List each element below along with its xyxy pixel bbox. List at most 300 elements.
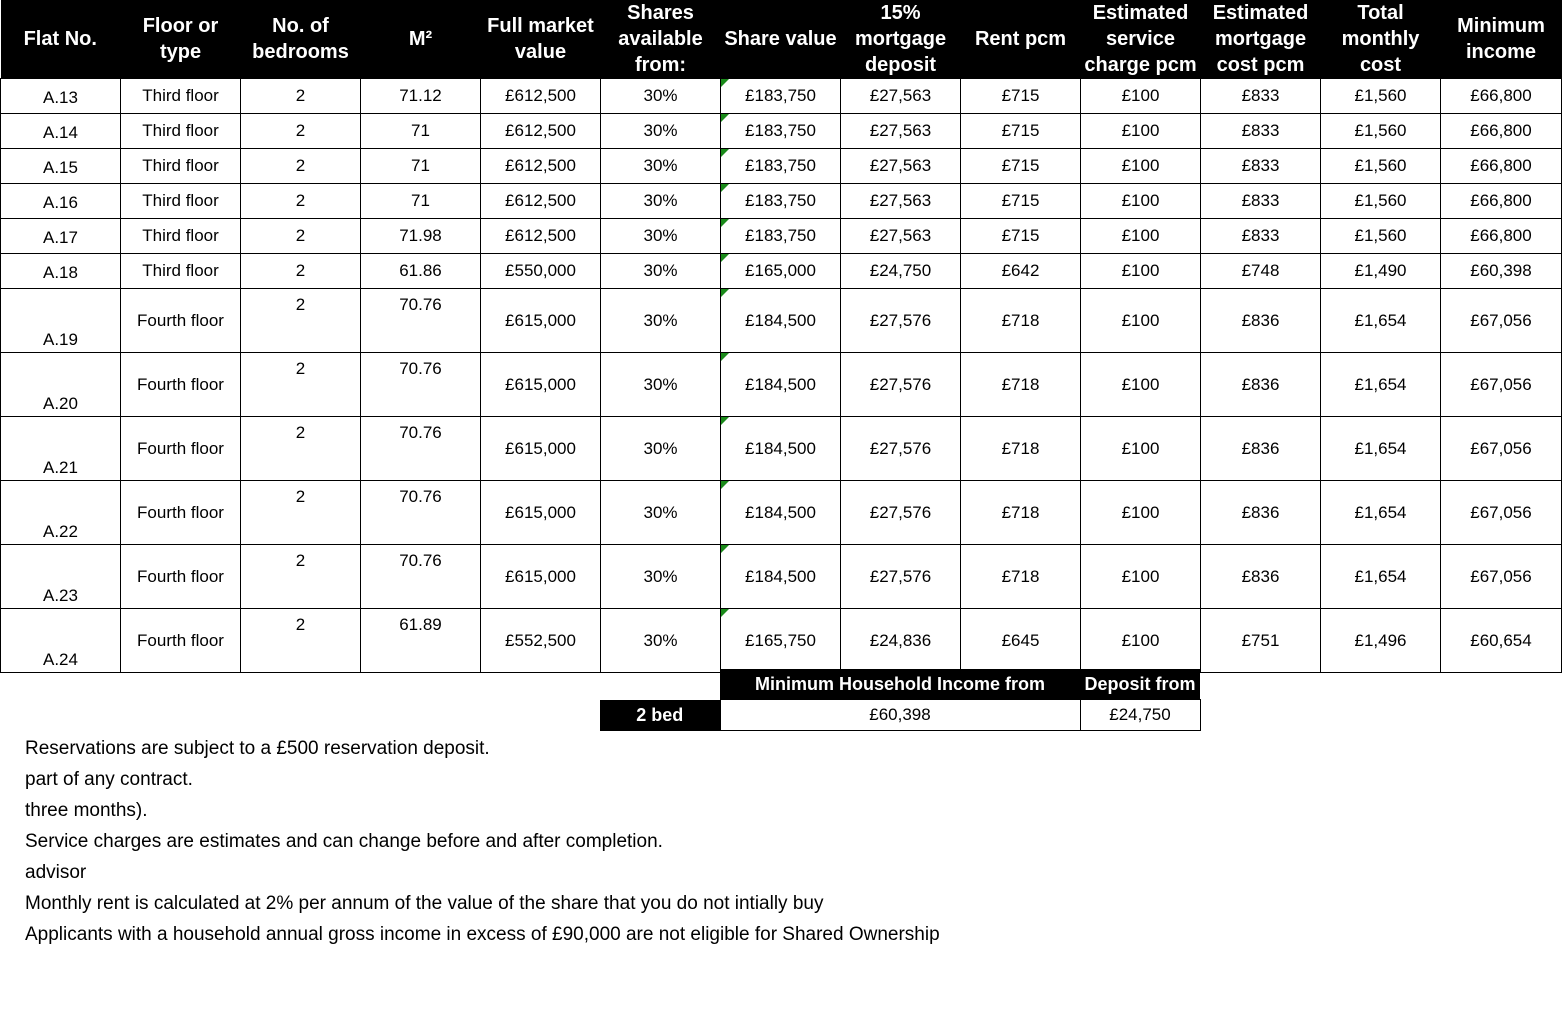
service-charge-cell xyxy=(1081,254,1201,289)
deposit-cell-text: £27,576 xyxy=(869,310,932,330)
bedrooms-cell xyxy=(241,184,361,219)
flat-no-cell-text: A.20 xyxy=(43,394,78,413)
notes-section xyxy=(25,733,940,950)
note-line: part of any contract. xyxy=(25,769,193,790)
flat-no-cell xyxy=(1,219,121,254)
mortgage-cost-cell xyxy=(1201,545,1321,609)
area-cell-text: 61.86 xyxy=(399,261,442,280)
min-income-cell-text: £67,056 xyxy=(1470,566,1532,586)
deposit-cell-text: £27,563 xyxy=(869,86,932,105)
rent-cell xyxy=(961,289,1081,353)
share-value-cell xyxy=(721,149,841,184)
mortgage-cost-cell xyxy=(1201,149,1321,184)
bedrooms-cell-text: 2 xyxy=(295,156,306,175)
share-value-cell-text: £184,500 xyxy=(745,374,816,394)
area-cell xyxy=(361,149,481,184)
bedrooms-cell-text: 2 xyxy=(295,551,306,570)
service-charge-cell-text: £100 xyxy=(1121,438,1160,458)
shares-cell-text: 30% xyxy=(643,156,678,175)
deposit-cell xyxy=(841,481,961,545)
min-income-cell xyxy=(1441,79,1562,114)
total-monthly-cell-text: £1,560 xyxy=(1354,226,1407,245)
full-market-value-cell-text: £612,500 xyxy=(505,191,576,210)
header-share-value: Share value xyxy=(721,0,841,79)
total-monthly-cell-text: £1,490 xyxy=(1354,261,1407,280)
floor-cell xyxy=(121,609,241,673)
full-market-value-cell xyxy=(481,609,601,673)
table-row xyxy=(1,545,1562,609)
bedrooms-cell xyxy=(241,481,361,545)
flat-no-cell xyxy=(1,184,121,219)
deposit-cell xyxy=(841,79,961,114)
rent-cell-text: £715 xyxy=(1001,156,1040,175)
mortgage-cost-cell xyxy=(1201,609,1321,673)
note-line: three months). xyxy=(25,800,148,821)
note-line: Applicants with a household annual gross income in excess of £90,000 are not eligible for Shared Ownership xyxy=(25,924,940,945)
service-charge-cell xyxy=(1081,114,1201,149)
rent-cell xyxy=(961,545,1081,609)
area-cell-text: 71 xyxy=(411,121,430,140)
cell-marker-icon xyxy=(721,114,729,122)
flat-no-cell xyxy=(1,353,121,417)
summary-deposit-value: £24,750 xyxy=(1080,700,1200,731)
deposit-cell-text: £27,576 xyxy=(869,374,932,394)
table-header-row xyxy=(1,0,1562,79)
header-flat-no: Flat No. xyxy=(1,0,121,79)
table-row xyxy=(1,219,1562,254)
full-market-value-cell-text: £615,000 xyxy=(505,566,576,586)
min-income-cell-text: £67,056 xyxy=(1470,310,1532,330)
header-area: M² xyxy=(361,0,481,79)
header-floor: Floor or type xyxy=(121,0,241,79)
rent-cell-text: £715 xyxy=(1001,191,1040,210)
floor-cell xyxy=(121,417,241,481)
floor-cell-text: Third floor xyxy=(142,261,219,280)
min-income-cell xyxy=(1441,184,1562,219)
rent-cell xyxy=(961,481,1081,545)
service-charge-cell-text: £100 xyxy=(1121,226,1160,245)
bedrooms-cell xyxy=(241,79,361,114)
flat-no-cell-text: A.24 xyxy=(43,650,78,669)
table-row xyxy=(1,184,1562,219)
mortgage-cost-cell xyxy=(1201,184,1321,219)
bedrooms-cell-text: 2 xyxy=(295,615,306,634)
floor-cell-text: Third floor xyxy=(142,156,219,175)
flat-no-cell xyxy=(1,289,121,353)
shares-cell-text: 30% xyxy=(643,261,678,280)
deposit-cell-text: £24,750 xyxy=(869,261,932,280)
summary-table xyxy=(600,669,1201,731)
shares-cell xyxy=(601,545,721,609)
full-market-value-cell xyxy=(481,353,601,417)
floor-cell-text: Third floor xyxy=(142,226,219,245)
total-monthly-cell-text: £1,560 xyxy=(1354,156,1407,175)
flat-no-cell xyxy=(1,609,121,673)
area-cell-text: 61.89 xyxy=(399,615,442,634)
full-market-value-cell xyxy=(481,417,601,481)
area-cell xyxy=(361,545,481,609)
table-row xyxy=(1,353,1562,417)
service-charge-cell xyxy=(1081,481,1201,545)
share-value-cell xyxy=(721,353,841,417)
flat-no-cell-text: A.15 xyxy=(43,158,78,177)
total-monthly-cell xyxy=(1321,609,1441,673)
service-charge-cell-text: £100 xyxy=(1121,86,1160,105)
cell-marker-icon xyxy=(721,353,729,361)
share-value-cell xyxy=(721,289,841,353)
service-charge-cell xyxy=(1081,609,1201,673)
shares-cell xyxy=(601,184,721,219)
share-value-cell-text: £183,750 xyxy=(745,226,816,245)
floor-cell-text: Fourth floor xyxy=(137,439,224,458)
min-income-cell xyxy=(1441,417,1562,481)
rent-cell xyxy=(961,219,1081,254)
cell-marker-icon xyxy=(721,545,729,553)
service-charge-cell-text: £100 xyxy=(1121,121,1160,140)
area-cell-text: 70.76 xyxy=(399,487,442,506)
total-monthly-cell-text: £1,560 xyxy=(1354,121,1407,140)
shares-cell xyxy=(601,481,721,545)
table-row xyxy=(1,481,1562,545)
shares-cell xyxy=(601,79,721,114)
area-cell-text: 71.12 xyxy=(399,86,442,105)
area-cell-text: 70.76 xyxy=(399,551,442,570)
min-income-cell-text: £67,056 xyxy=(1470,438,1532,458)
service-charge-cell xyxy=(1081,353,1201,417)
bedrooms-cell-text: 2 xyxy=(295,121,306,140)
area-cell-text: 71 xyxy=(411,156,430,175)
summary-income-value: £60,398 xyxy=(720,700,1080,731)
bedrooms-cell xyxy=(241,609,361,673)
shares-cell-text: 30% xyxy=(643,191,678,210)
shares-cell-text: 30% xyxy=(643,310,678,330)
area-cell xyxy=(361,254,481,289)
bedrooms-cell xyxy=(241,149,361,184)
service-charge-cell xyxy=(1081,149,1201,184)
share-value-cell-text: £184,500 xyxy=(745,310,816,330)
total-monthly-cell-text: £1,654 xyxy=(1354,310,1407,330)
rent-cell-text: £715 xyxy=(1001,86,1040,105)
mortgage-cost-cell-text: £836 xyxy=(1241,374,1280,394)
header-mortgage-cost: Estimated mortgage cost pcm xyxy=(1201,0,1321,79)
flat-no-cell xyxy=(1,545,121,609)
table-row xyxy=(1,79,1562,114)
flat-no-cell-text: A.17 xyxy=(43,228,78,247)
min-income-cell xyxy=(1441,353,1562,417)
min-income-cell-text: £66,800 xyxy=(1470,121,1532,140)
rent-cell-text: £718 xyxy=(1001,374,1040,394)
deposit-cell-text: £27,563 xyxy=(869,226,932,245)
full-market-value-cell-text: £612,500 xyxy=(505,156,576,175)
rent-cell-text: £642 xyxy=(1001,261,1040,280)
rent-cell-text: £718 xyxy=(1001,566,1040,586)
bedrooms-cell-text: 2 xyxy=(295,295,306,314)
bedrooms-cell-text: 2 xyxy=(295,261,306,280)
flat-no-cell-text: A.19 xyxy=(43,330,78,349)
min-income-cell xyxy=(1441,254,1562,289)
shares-cell-text: 30% xyxy=(643,121,678,140)
flat-no-cell xyxy=(1,481,121,545)
service-charge-cell xyxy=(1081,184,1201,219)
area-cell xyxy=(361,289,481,353)
bedrooms-cell xyxy=(241,289,361,353)
table-row xyxy=(1,289,1562,353)
header-shares: Shares available from: xyxy=(601,0,721,79)
full-market-value-cell xyxy=(481,184,601,219)
shares-cell-text: 30% xyxy=(643,374,678,394)
deposit-cell xyxy=(841,609,961,673)
flat-no-cell xyxy=(1,114,121,149)
shares-cell xyxy=(601,219,721,254)
floor-cell-text: Fourth floor xyxy=(137,311,224,330)
note-line: Reservations are subject to a £500 reservation deposit. xyxy=(25,738,490,759)
min-income-cell xyxy=(1441,289,1562,353)
share-value-cell xyxy=(721,481,841,545)
share-value-cell-text: £183,750 xyxy=(745,86,816,105)
cell-marker-icon xyxy=(721,609,729,617)
service-charge-cell-text: £100 xyxy=(1121,502,1160,522)
share-value-cell xyxy=(721,184,841,219)
service-charge-cell-text: £100 xyxy=(1121,630,1160,650)
service-charge-cell xyxy=(1081,545,1201,609)
mortgage-cost-cell xyxy=(1201,417,1321,481)
table-row xyxy=(1,149,1562,184)
shares-cell-text: 30% xyxy=(643,502,678,522)
share-value-cell-text: £165,000 xyxy=(745,261,816,280)
shares-cell xyxy=(601,149,721,184)
full-market-value-cell xyxy=(481,254,601,289)
floor-cell-text: Third floor xyxy=(142,191,219,210)
share-value-cell xyxy=(721,609,841,673)
total-monthly-cell xyxy=(1321,254,1441,289)
shares-cell-text: 30% xyxy=(643,566,678,586)
share-value-cell xyxy=(721,254,841,289)
floor-cell xyxy=(121,114,241,149)
header-total-monthly: Total monthly cost xyxy=(1321,0,1441,79)
area-cell-text: 70.76 xyxy=(399,295,442,314)
total-monthly-cell xyxy=(1321,219,1441,254)
min-income-cell-text: £66,800 xyxy=(1470,86,1532,105)
mortgage-cost-cell-text: £833 xyxy=(1241,226,1280,245)
mortgage-cost-cell xyxy=(1201,79,1321,114)
rent-cell xyxy=(961,609,1081,673)
deposit-cell xyxy=(841,184,961,219)
share-value-cell-text: £183,750 xyxy=(745,121,816,140)
cell-marker-icon xyxy=(721,149,729,157)
service-charge-cell-text: £100 xyxy=(1121,191,1160,210)
deposit-cell-text: £24,836 xyxy=(869,630,932,650)
service-charge-cell xyxy=(1081,417,1201,481)
deposit-cell xyxy=(841,417,961,481)
area-cell xyxy=(361,184,481,219)
share-value-cell xyxy=(721,219,841,254)
bedrooms-cell-text: 2 xyxy=(295,359,306,378)
full-market-value-cell-text: £615,000 xyxy=(505,438,576,458)
cell-marker-icon xyxy=(721,184,729,192)
summary-income-header: Minimum Household Income from xyxy=(720,669,1080,700)
total-monthly-cell-text: £1,560 xyxy=(1354,191,1407,210)
mortgage-cost-cell-text: £751 xyxy=(1241,630,1280,650)
full-market-value-cell-text: £612,500 xyxy=(505,86,576,105)
floor-cell-text: Fourth floor xyxy=(137,503,224,522)
cell-marker-icon xyxy=(721,254,729,262)
share-value-cell xyxy=(721,417,841,481)
mortgage-cost-cell xyxy=(1201,114,1321,149)
area-cell xyxy=(361,417,481,481)
area-cell-text: 70.76 xyxy=(399,423,442,442)
mortgage-cost-cell-text: £833 xyxy=(1241,121,1280,140)
bedrooms-cell xyxy=(241,114,361,149)
flat-no-cell xyxy=(1,254,121,289)
min-income-cell-text: £67,056 xyxy=(1470,502,1532,522)
deposit-cell-text: £27,576 xyxy=(869,566,932,586)
deposit-cell xyxy=(841,219,961,254)
area-cell-text: 71 xyxy=(411,191,430,210)
cell-marker-icon xyxy=(721,481,729,489)
floor-cell-text: Third floor xyxy=(142,121,219,140)
table-row xyxy=(1,114,1562,149)
min-income-cell xyxy=(1441,481,1562,545)
shares-cell-text: 30% xyxy=(643,438,678,458)
full-market-value-cell xyxy=(481,219,601,254)
mortgage-cost-cell-text: £836 xyxy=(1241,566,1280,586)
header-full-market-value: Full market value xyxy=(481,0,601,79)
full-market-value-cell-text: £615,000 xyxy=(505,374,576,394)
note-line: Monthly rent is calculated at 2% per annum of the value of the share that you do not intially buy xyxy=(25,893,824,914)
floor-cell xyxy=(121,184,241,219)
mortgage-cost-cell-text: £748 xyxy=(1241,261,1280,280)
share-value-cell xyxy=(721,545,841,609)
deposit-cell xyxy=(841,353,961,417)
deposit-cell-text: £27,576 xyxy=(869,438,932,458)
total-monthly-cell-text: £1,654 xyxy=(1354,374,1407,394)
floor-cell-text: Fourth floor xyxy=(137,567,224,586)
summary-row-label: 2 bed xyxy=(600,700,720,731)
deposit-cell xyxy=(841,289,961,353)
flat-no-cell xyxy=(1,79,121,114)
deposit-cell-text: £27,563 xyxy=(869,156,932,175)
shares-cell-text: 30% xyxy=(643,630,678,650)
area-cell xyxy=(361,481,481,545)
cell-marker-icon xyxy=(721,417,729,425)
bedrooms-cell-text: 2 xyxy=(295,423,306,442)
deposit-cell-text: £27,563 xyxy=(869,121,932,140)
rent-cell-text: £718 xyxy=(1001,502,1040,522)
flat-no-cell-text: A.16 xyxy=(43,193,78,212)
mortgage-cost-cell-text: £833 xyxy=(1241,191,1280,210)
rent-cell xyxy=(961,79,1081,114)
share-value-cell-text: £165,750 xyxy=(745,630,816,650)
min-income-cell xyxy=(1441,609,1562,673)
min-income-cell-text: £66,800 xyxy=(1470,191,1532,210)
table-row xyxy=(1,417,1562,481)
full-market-value-cell-text: £612,500 xyxy=(505,121,576,140)
service-charge-cell-text: £100 xyxy=(1121,310,1160,330)
share-value-cell-text: £184,500 xyxy=(745,566,816,586)
mortgage-cost-cell xyxy=(1201,219,1321,254)
note-line: advisor xyxy=(25,862,87,883)
header-service-charge: Estimated service charge pcm xyxy=(1081,0,1201,79)
flat-no-cell-text: A.14 xyxy=(43,123,78,142)
total-monthly-cell xyxy=(1321,481,1441,545)
total-monthly-cell xyxy=(1321,114,1441,149)
min-income-cell-text: £60,654 xyxy=(1470,630,1532,650)
shares-cell xyxy=(601,254,721,289)
area-cell xyxy=(361,609,481,673)
total-monthly-cell xyxy=(1321,149,1441,184)
shares-cell xyxy=(601,353,721,417)
rent-cell xyxy=(961,417,1081,481)
shares-cell xyxy=(601,609,721,673)
total-monthly-cell-text: £1,654 xyxy=(1354,566,1407,586)
header-bedrooms: No. of bedrooms xyxy=(241,0,361,79)
total-monthly-cell-text: £1,654 xyxy=(1354,502,1407,522)
min-income-cell-text: £67,056 xyxy=(1470,374,1532,394)
bedrooms-cell-text: 2 xyxy=(295,86,306,105)
full-market-value-cell-text: £550,000 xyxy=(505,261,576,280)
deposit-cell xyxy=(841,545,961,609)
mortgage-cost-cell xyxy=(1201,481,1321,545)
full-market-value-cell xyxy=(481,289,601,353)
rent-cell xyxy=(961,184,1081,219)
summary-deposit-header: Deposit from xyxy=(1080,669,1200,700)
min-income-cell xyxy=(1441,545,1562,609)
rent-cell xyxy=(961,353,1081,417)
mortgage-cost-cell xyxy=(1201,254,1321,289)
cell-marker-icon xyxy=(721,79,729,87)
mortgage-cost-cell xyxy=(1201,289,1321,353)
floor-cell-text: Fourth floor xyxy=(137,375,224,394)
summary-spacer xyxy=(600,669,720,700)
floor-cell-text: Third floor xyxy=(142,86,219,105)
shares-cell xyxy=(601,289,721,353)
floor-cell xyxy=(121,289,241,353)
rent-cell-text: £645 xyxy=(1001,630,1040,650)
mortgage-cost-cell xyxy=(1201,353,1321,417)
deposit-cell-text: £27,576 xyxy=(869,502,932,522)
floor-cell xyxy=(121,149,241,184)
full-market-value-cell xyxy=(481,79,601,114)
mortgage-cost-cell-text: £833 xyxy=(1241,86,1280,105)
share-value-cell-text: £183,750 xyxy=(745,191,816,210)
flat-no-cell-text: A.13 xyxy=(43,88,78,107)
rent-cell-text: £718 xyxy=(1001,310,1040,330)
min-income-cell-text: £66,800 xyxy=(1470,156,1532,175)
service-charge-cell-text: £100 xyxy=(1121,156,1160,175)
cell-marker-icon xyxy=(721,219,729,227)
flat-no-cell-text: A.22 xyxy=(43,522,78,541)
rent-cell-text: £715 xyxy=(1001,121,1040,140)
floor-cell xyxy=(121,219,241,254)
full-market-value-cell-text: £615,000 xyxy=(505,310,576,330)
total-monthly-cell xyxy=(1321,184,1441,219)
flat-no-cell-text: A.18 xyxy=(43,263,78,282)
min-income-cell xyxy=(1441,114,1562,149)
area-cell-text: 70.76 xyxy=(399,359,442,378)
area-cell-text: 71.98 xyxy=(399,226,442,245)
header-deposit: 15% mortgage deposit xyxy=(841,0,961,79)
table-row xyxy=(1,609,1562,673)
mortgage-cost-cell-text: £833 xyxy=(1241,156,1280,175)
deposit-cell xyxy=(841,149,961,184)
full-market-value-cell-text: £552,500 xyxy=(505,630,576,650)
shares-cell xyxy=(601,417,721,481)
share-value-cell xyxy=(721,79,841,114)
shares-cell-text: 30% xyxy=(643,86,678,105)
bedrooms-cell xyxy=(241,417,361,481)
min-income-cell-text: £66,800 xyxy=(1470,226,1532,245)
total-monthly-cell xyxy=(1321,289,1441,353)
